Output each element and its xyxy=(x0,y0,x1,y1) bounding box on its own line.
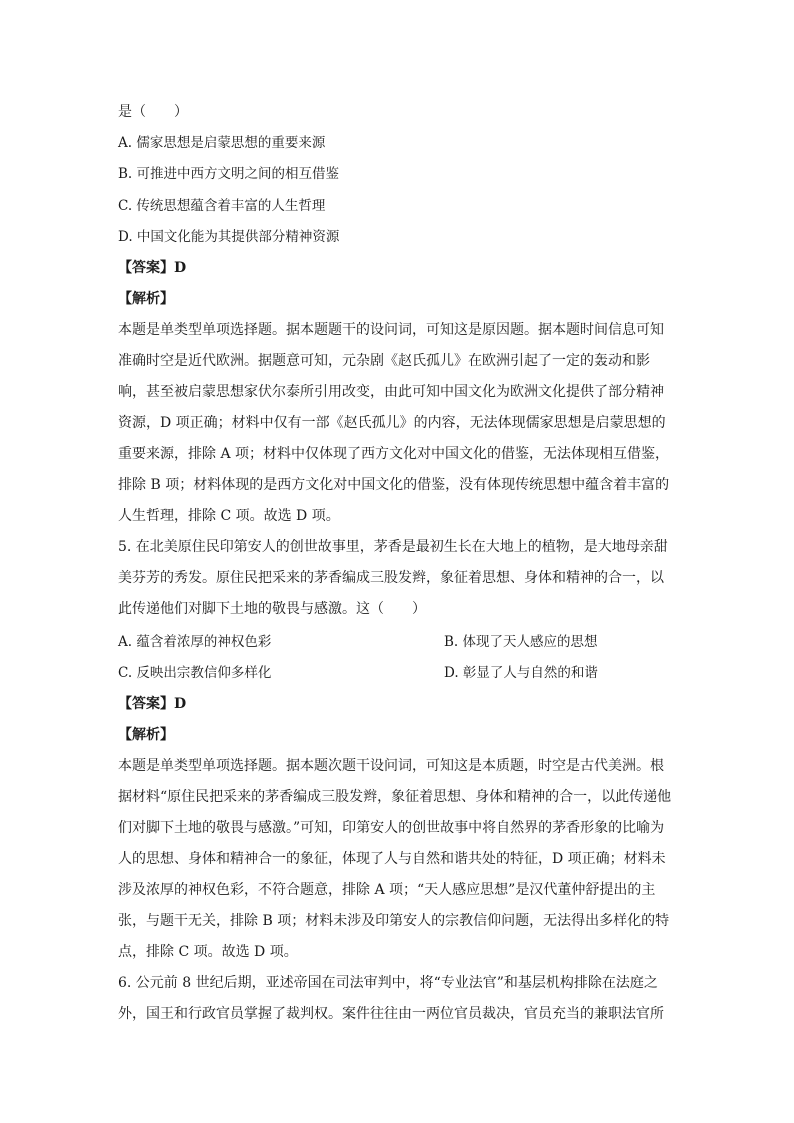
q5-stem-line: 此传递他们对脚下土地的敬畏与感激。这（ ） xyxy=(118,601,426,617)
q5-answer: 【答案】D xyxy=(118,696,187,712)
q4-answer: 【答案】D xyxy=(118,260,187,276)
q5-option-c: C. 反映出宗教信仰多样化 xyxy=(118,665,272,681)
q5-stem-line: 美芬芳的秀发。原住民把采来的茅香编成三股发辫，象征着思想、身体和精神的合一，以 xyxy=(118,570,664,586)
q5-analysis-line: 们对脚下土地的敬畏与感激。”可知，印第安人的创世故事中将自然界的茅香形象的比喻为 xyxy=(118,820,665,836)
q5-analysis-line: 人的思想、身体和精神合一的象征，体现了人与自然和谐共处的特征，D 项正确；材料未 xyxy=(118,851,666,867)
q5-option-d: D. 彰显了人与自然的和谐 xyxy=(444,665,598,681)
q6-stem-line: 6. 公元前 8 世纪后期，亚述帝国在司法审判中，将“专业法官”和基层机构排除在法庭之 xyxy=(118,975,658,991)
q4-analysis-line: 本题是单类型单项选择题。据本题题干的设问词，可知这是原因题。据本题时间信息可知 xyxy=(118,322,664,338)
q4-option-d: D. 中国文化能为其提供部分精神资源 xyxy=(118,229,340,245)
q4-analysis-line: 资源，D 项正确；材料中仅有一部《赵氏孤儿》的内容，无法体现儒家思想是启蒙思想的 xyxy=(118,415,666,431)
q5-stem-line: 5. 在北美原住民印第安人的创世故事里，茅香是最初生长在大地上的植物，是大地母亲甜 xyxy=(118,539,668,555)
q5-analysis-line: 张，与题干无关，排除 B 项；材料未涉及印第安人的宗教信仰问题，无法得出多样化的特 xyxy=(118,913,670,929)
q4-stem-tail: 是（ ） xyxy=(118,104,188,120)
q4-analysis-line: 排除 B 项；材料体现的是西方文化对中国文化的借鉴，没有体现传统思想中蕴含着丰富的 xyxy=(118,477,670,493)
q6-stem-line: 外，国王和行政官员掌握了裁判权。案件往往由一两位官员裁决，官员充当的兼职法官所 xyxy=(118,1006,664,1022)
q4-option-c: C. 传统思想蕴含着丰富的人生哲理 xyxy=(118,198,326,214)
q4-analysis-line: 响，甚至被启蒙思想家伏尔泰所引用改变，由此可知中国文化为欧洲文化提供了部分精神 xyxy=(118,384,664,400)
q5-analysis-label: 【解析】 xyxy=(118,727,174,743)
q5-analysis-line: 本题是单类型单项选择题。据本题次题干设问词，可知这是本质题，时空是古代美洲。根 xyxy=(118,758,664,774)
q5-analysis-line: 涉及浓厚的神权色彩，不符合题意，排除 A 项；“天人感应思想”是汉代董仲舒提出的主 xyxy=(118,882,656,898)
q4-analysis-line: 人生哲理，排除 C 项。故选 D 项。 xyxy=(118,508,340,524)
q5-option-a: A. 蕴含着浓厚的神权色彩 xyxy=(118,634,272,650)
q5-analysis-line: 据材料“原住民把采来的茅香编成三股发辫，象征着思想、身体和精神的合一，以此传递他 xyxy=(118,789,672,805)
q5-option-b: B. 体现了天人感应的思想 xyxy=(444,634,598,650)
q4-analysis-label: 【解析】 xyxy=(118,291,174,307)
q4-option-a: A. 儒家思想是启蒙思想的重要来源 xyxy=(118,135,326,151)
q4-option-b: B. 可推进中西方文明之间的相互借鉴 xyxy=(118,166,340,182)
q5-analysis-line: 点，排除 C 项。故选 D 项。 xyxy=(118,944,298,960)
q4-analysis-line: 重要来源，排除 A 项；材料中仅体现了西方文化对中国文化的借鉴，无法体现相互借鉴， xyxy=(118,446,670,462)
q4-analysis-line: 准确时空是近代欧洲。据题意可知，元杂剧《赵氏孤儿》在欧洲引起了一定的轰动和影 xyxy=(118,353,650,369)
